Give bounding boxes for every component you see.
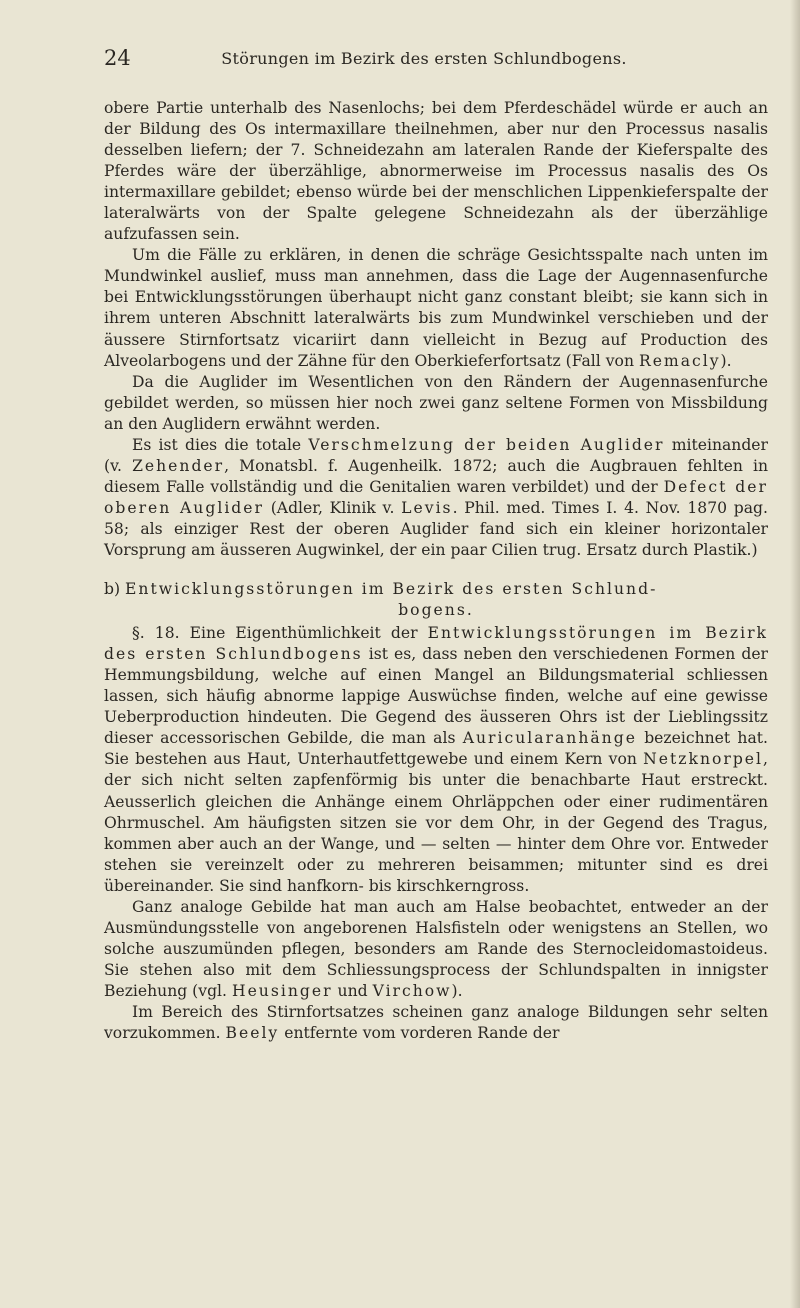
author-heusinger: Heusinger bbox=[231, 981, 333, 1000]
paragraph-2-text: Um die Fälle zu erklären, in denen die schräge Gesichtsspalte nach unten im Mundwinkel auslief, muss man annehmen, dass die Lage der Augennasenfurche bei Entwicklungsstörungen überhaupt nicht ganz constant bleibt; sie kann sich in ihrem unteren Abschnitt lateralwärts bis zum Mundwinkel verschieben und der äussere Stirnfortsatz vicariirt dann vielleicht in Bezug auf Production des Alveolarbogens und der Zähne für den Oberkieferfortsatz (Fall von bbox=[104, 246, 768, 370]
author-beely: Beely bbox=[225, 1024, 280, 1043]
term-netzknorpel: Netzknorpel bbox=[643, 750, 764, 769]
p7-text-a: Im Bereich des Stirnfortsatzes scheinen ganz analoge Bildungen sehr selten vorzukommen. bbox=[104, 1002, 768, 1043]
paragraph-7 bbox=[104, 1002, 768, 1044]
p5-text-a: §. 18. Eine Eigenthümlichkeit der bbox=[132, 624, 418, 643]
p5-text-c: ist es, dass neben den verschiedenen Formen der Hemmungsbildung, welche auf einen Mangel an Bildungsmaterial schliessen lassen, sich häufig abnorme lappige Auswüchse finden, welche auf eine gewisse Ueberproduction hindeuten. Die Gegend des äusseren Ohrs ist der Lieblingssitz dieser accessorischen Gebilde, die man als bbox=[104, 645, 768, 748]
p7-text-c: entfernte vom vorderen Rande der bbox=[284, 1024, 560, 1043]
author-levis: Levis bbox=[401, 498, 453, 517]
paragraph-3: Da die Auglider im Wesentlichen von den Rändern der Augennasenfurche gebildet werden, so müssen hier noch zwei ganz seltene Formen von Missbildung an den Auglidern erwähnt werden. bbox=[104, 372, 768, 433]
term-defect: Defect der oberen Auglider bbox=[104, 477, 768, 517]
author-remacly: Remacly bbox=[638, 351, 721, 370]
running-head: Störungen im Bezirk des ersten Schlundbogens. bbox=[221, 49, 627, 68]
p5-text-g: , der sich nicht selten zapfenförmig bis unter die benachbarte Haut erstreckt. Aeusserlich gleichen die Anhänge einem Ohrläppchen oder einer rudimentären Ohrmuschel. Am häufigsten sitzen sie vor dem Ohr, in der Gegend des Tragus, kommen aber auch an der Wange, und — selten — hinter dem Ohre vor. Entweder stehen sie vereinzelt oder zu mehreren beisammen; mitunter sind es drei übereinander. Sie sind hanfkorn- bis kirschkerngross. bbox=[104, 750, 768, 895]
p6-text-c: und bbox=[337, 981, 368, 1000]
p6-text-e: ). bbox=[451, 981, 463, 1000]
author-virchow: Virchow bbox=[372, 981, 452, 1000]
section-heading bbox=[104, 579, 768, 621]
page-header bbox=[104, 46, 744, 70]
p4-text-i: . Phil. med. Times I. 4. Nov. 1870 pag. 58; als einziger Rest der oberen Auglider fand sich ein kleiner horizontaler Vorsprung am äusseren Augwinkel, der ein paar Cilien trug. Ersatz durch Plastik.) bbox=[104, 498, 768, 559]
p4-text-e: , Monatsbl. f. Augenheilk. 1872; auch die Augbrauen fehlten in diesem Falle vollständig und die Genitalien waren verbildet) und der bbox=[104, 456, 768, 496]
section-title-line1: Entwicklungsstörungen im Bezirk des ersten Schlund- bbox=[125, 580, 658, 599]
paragraph-1: obere Partie unterhalb des Nasenlochs; bei dem Pferdeschädel würde er auch an der Bildung des Os intermaxillare theilnehmen, aber nur den Processus nasalis desselben liefern; der 7. Schneidezahn am lateralen Rande der Kieferspalte des Pferdes wäre der überzählige, abnormerweise im Processus nasalis des Os intermaxillare gebildet; ebenso würde bei der menschlichen Lippenkieferspalte der lateralwärts von der Spalte gelegene Schneidezahn als der überzählige aufzufassen sein. bbox=[104, 99, 768, 244]
p6-text-a: Ganz analoge Gebilde hat man auch am Halse beobachtet, entweder an der Ausmündungsstelle von angeborenen Halsfisteln oder wenigstens an Stellen, wo solche auszumünden pflegen, besonders am Rande des Sternocleidomastoideus. Sie stehen also mit dem Schliessungsprocess der Schlundspalten in innigster Beziehung (vgl. bbox=[104, 897, 768, 1000]
page-number: 24 bbox=[104, 46, 131, 70]
term-entwicklungsstoerungen: Entwicklungsstörungen im Bezirk des ersten Schlundbogens bbox=[104, 624, 768, 664]
p5-text-e: bezeichnet hat. Sie bestehen aus Haut, Unterhautfettgewebe und einem Kern von bbox=[104, 729, 768, 769]
paragraph-4 bbox=[104, 435, 768, 561]
p4-text-g: (Adler, Klinik v. bbox=[270, 498, 395, 517]
section-title-line2: bogens. bbox=[398, 601, 474, 620]
paragraph-5 bbox=[104, 623, 768, 897]
paragraph-2 bbox=[104, 245, 768, 371]
p4-text-a: Es ist dies die totale bbox=[132, 435, 302, 454]
author-zehender: Zehender bbox=[132, 456, 225, 475]
paragraph-2-end: ). bbox=[720, 351, 732, 370]
term-verschmelzung: Verschmelzung der beiden Auglider bbox=[308, 435, 665, 454]
paragraph-6 bbox=[104, 897, 768, 1002]
section-prefix: b) bbox=[104, 580, 121, 599]
page-edge-shadow bbox=[790, 0, 800, 1308]
p4-text-c: miteinander (v. bbox=[104, 435, 768, 475]
term-auricularanhaenge: Auricularanhänge bbox=[462, 729, 637, 748]
body-text bbox=[104, 98, 768, 1044]
